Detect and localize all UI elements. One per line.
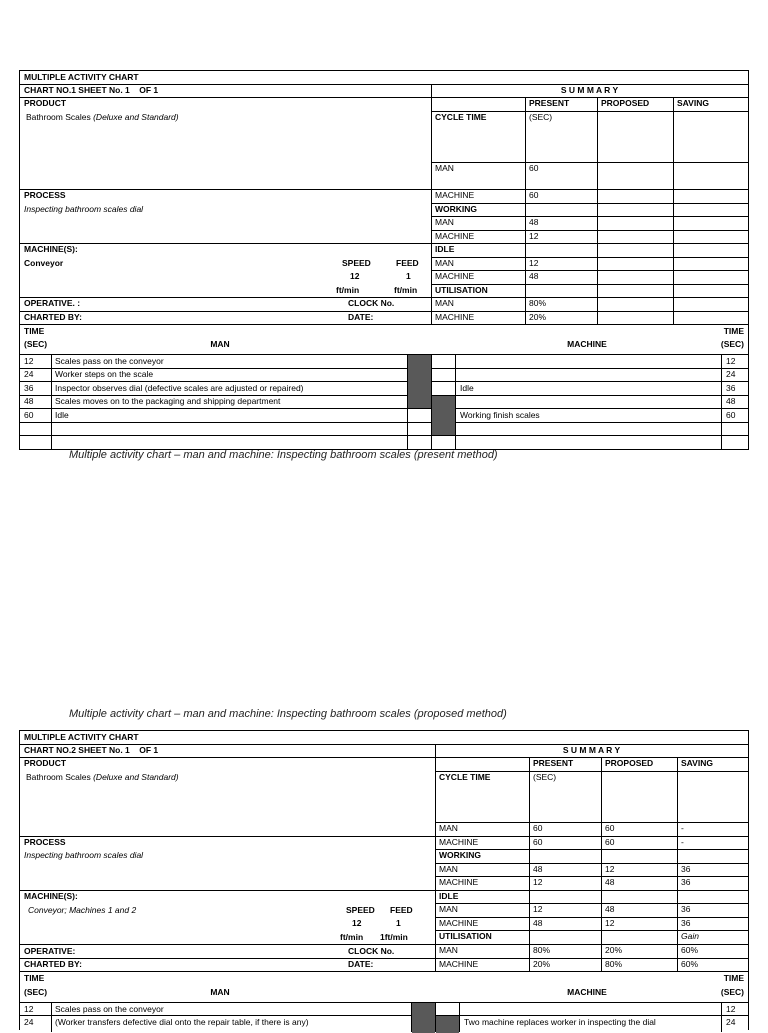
operative-label: OPERATIVE:	[24, 946, 76, 956]
time-label-right: TIME	[723, 973, 744, 983]
charted-label: CHARTED BY:	[24, 959, 82, 969]
col-proposed: PROPOSED	[605, 758, 654, 768]
machines-label: MACHINE(S):	[24, 244, 78, 254]
col-proposed: PROPOSED	[601, 98, 650, 108]
sec-label-left: (SEC)	[24, 339, 48, 349]
col-saving: SAVING	[677, 98, 709, 108]
sec-label-right: (SEC)	[720, 339, 744, 349]
machines-label: MACHINE(S):	[24, 891, 78, 901]
col-saving: SAVING	[681, 758, 713, 768]
process-label: PROCESS	[24, 837, 66, 847]
machine-working-bar	[432, 396, 455, 435]
feed-unit: ft/min	[394, 285, 418, 295]
operative-label: OPERATIVE. :	[24, 298, 81, 308]
product-value: Bathroom Scales (Deluxe and Standard)	[26, 772, 179, 782]
man-heading: MAN	[210, 987, 230, 997]
machine-heading: MACHINE	[567, 339, 607, 349]
chart-title: MULTIPLE ACTIVITY CHART	[24, 732, 139, 742]
sec-label-left: (SEC)	[24, 987, 48, 997]
summary-heading: S U M M A R Y	[562, 745, 621, 755]
cycle-time-label: CYCLE TIME	[439, 772, 491, 782]
speed-value: 12	[350, 271, 360, 281]
speed-value: 12	[352, 918, 362, 928]
speed-label: SPEED	[342, 258, 371, 268]
machines-value: Conveyor	[24, 258, 64, 268]
man-working-bar	[412, 1003, 435, 1033]
product-value: Bathroom Scales (Deluxe and Standard)	[26, 112, 179, 122]
col-present: PRESENT	[529, 98, 570, 108]
clock-label: CLOCK No.	[348, 298, 395, 308]
speed-unit: ft/min	[340, 932, 364, 942]
product-label: PRODUCT	[24, 98, 67, 108]
man-working-bar	[408, 355, 431, 408]
time-label-left: TIME	[24, 973, 45, 983]
man-heading: MAN	[210, 339, 230, 349]
activity-chart-proposed: MULTIPLE ACTIVITY CHART CHART NO.2 SHEET No. 1 OF 1 S U M M A R Y PRODUCT Bathroom Scales (Deluxe and Standard) PRESENT PROPOSED SAVING CYCLE TIME (SEC) PROCESS Inspecting bathroom scales dial MACHINE(S): Conveyor; Machines 1 and 2 SPEED 12 ft/min FEED 1 1ft/min OPERATIVE: CLOCK No. CHARTED BY: DATE: MAN 60 60 - MACHINE 60 60 - WORKING MAN 48 12 36 MACHINE 12 48 36 IDLE MAN 12 48 36 MACHINE 48 12 36 UTILISATION Gain MAN 80% 20% 60% MACHINE 20% 80% 60% TIME (SEC) MAN MACHINE TIME (SEC) 12 Scales pass on the conveyor 12 24 (Worker transfers defective dial onto the repair table, if there is any) Two machine replaces worker in inspecting the dial 24	[19, 730, 749, 1030]
activity-chart-present: MULTIPLE ACTIVITY CHART CHART NO.1 SHEET No. 1 OF 1 S U M M A R Y PRODUCT Bathroom Scales (Deluxe and Standard) PRESENT PROPOSED SAVING CYCLE TIME (SEC) PROCESS Inspecting bathroom scales dial MACHINE(S): Conveyor SPEED 12 ft/min FEED 1 ft/min OPERATIVE. : CLOCK No. CHARTED BY: DATE: MAN 60 MACHINE 60 WORKING MAN 48 MACHINE 12 IDLE MAN 12 MACHINE 48 UTILISATION MAN 80% MACHINE 20% TIME (SEC) MAN MACHINE TIME (SEC) 12 Scales pass on the conveyor 12 24 Worker steps on the scale 24 36 Inspector observes dial (defective scales are adjusted or repaired) Idle 36 48 Scales moves on to the packaging and shipping department 48 60 Idle Working finish scales 60	[19, 70, 749, 450]
time-label-right: TIME	[723, 326, 744, 336]
machines-value: Conveyor; Machines 1 and 2	[28, 905, 137, 915]
charted-label: CHARTED BY:	[24, 312, 82, 322]
feed-label: FEED	[396, 258, 419, 268]
feed-value: 1	[396, 918, 401, 928]
speed-unit: ft/min	[336, 285, 360, 295]
clock-label: CLOCK No.	[348, 946, 395, 956]
date-label: DATE:	[348, 959, 374, 969]
time-label-left: TIME	[24, 326, 45, 336]
col-present: PRESENT	[533, 758, 574, 768]
date-label: DATE:	[348, 312, 374, 322]
sec-label-right: (SEC)	[720, 987, 744, 997]
chart-number: CHART NO.2 SHEET No. 1 OF 1	[24, 745, 159, 755]
machine-heading: MACHINE	[567, 987, 607, 997]
feed-unit: 1ft/min	[380, 932, 408, 942]
process-value: Inspecting bathroom scales dial	[24, 850, 144, 860]
cycle-time-unit: (SEC)	[533, 772, 557, 782]
process-value: Inspecting bathroom scales dial	[24, 204, 144, 214]
chart-title: MULTIPLE ACTIVITY CHART	[24, 72, 139, 82]
summary-heading: S U M M A R Y	[560, 85, 619, 95]
cycle-time-unit: (SEC)	[529, 112, 553, 122]
process-label: PROCESS	[24, 190, 66, 200]
feed-label: FEED	[390, 905, 413, 915]
cycle-time-label: CYCLE TIME	[435, 112, 487, 122]
feed-value: 1	[406, 271, 411, 281]
chart-caption-present: Multiple activity chart – man and machine: Inspecting bathroom scales (present method)	[69, 449, 498, 461]
product-label: PRODUCT	[24, 758, 67, 768]
chart-number: CHART NO.1 SHEET No. 1 OF 1	[24, 85, 159, 95]
speed-label: SPEED	[346, 905, 375, 915]
chart-caption-proposed: Multiple activity chart – man and machine: Inspecting bathroom scales (proposed method)	[69, 708, 507, 720]
machine-working-bar	[436, 1016, 459, 1033]
